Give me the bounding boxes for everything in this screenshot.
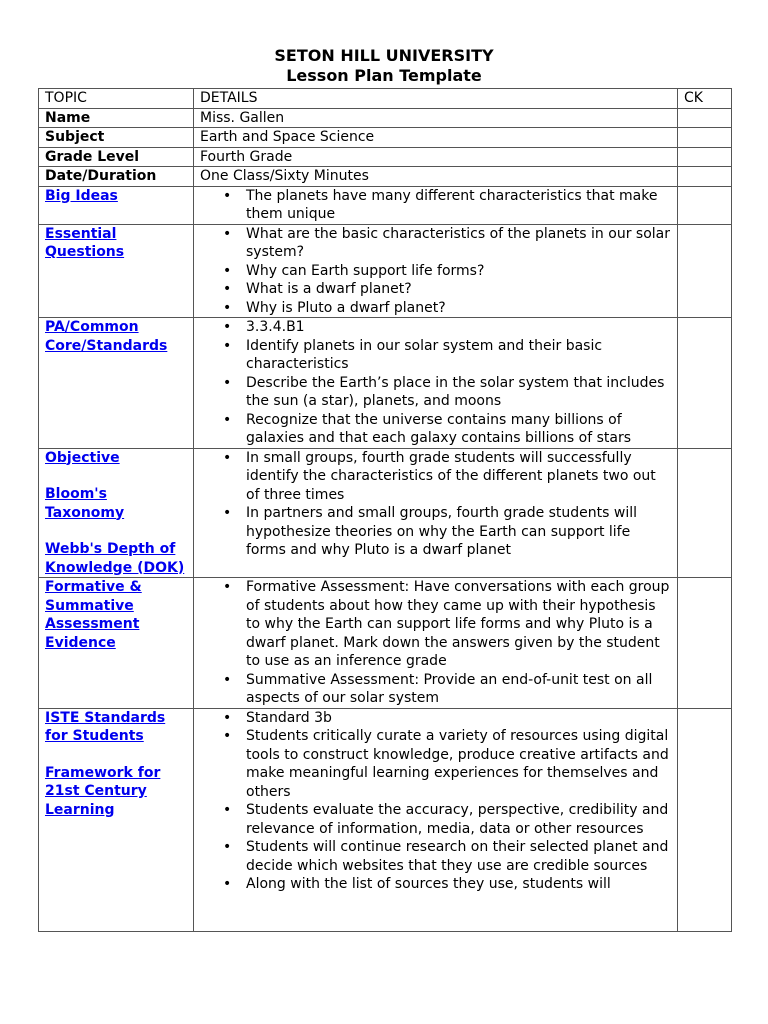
ck-cell <box>678 224 732 318</box>
ck-cell <box>678 128 732 148</box>
university-name: SETON HILL UNIVERSITY <box>274 46 494 65</box>
essential-questions-list <box>200 225 671 318</box>
assessment-list <box>200 578 671 708</box>
row-big-ideas <box>39 186 732 224</box>
list-item: • Students evaluate the accuracy, perspective, credibility and relevance of information, media, data or other resources <box>246 801 671 838</box>
ck-cell <box>678 708 732 931</box>
row-name <box>39 108 732 128</box>
lesson-plan-table <box>38 88 732 932</box>
list-item: • Describe the Earth’s place in the solar system that includes the sun (a star), planets, and moons <box>246 374 671 411</box>
big-ideas-link[interactable]: Big Ideas <box>45 187 118 204</box>
list-item: • Identify planets in our solar system and their basic characteristics <box>246 337 671 374</box>
value-grade-level: Fourth Grade <box>194 147 678 167</box>
assessment-link[interactable]: Formative & Summative Assessment Evidence <box>45 579 142 651</box>
iste-standards-link[interactable]: ISTE Standards for Students <box>45 709 166 744</box>
list-item: • In small groups, fourth grade students will successfully identify the characteristics of the different planets two out of three times <box>246 449 671 505</box>
big-ideas-list <box>200 187 671 224</box>
ck-cell <box>678 186 732 224</box>
header-row <box>39 89 732 109</box>
value-date-duration: One Class/Sixty Minutes <box>194 167 678 187</box>
ck-cell <box>678 108 732 128</box>
framework-21st-century-link[interactable]: Framework for 21st Century Learning <box>45 764 161 818</box>
column-header-ck: CK <box>678 89 732 109</box>
row-subject <box>39 128 732 148</box>
list-item: • 3.3.4.B1 <box>246 318 671 337</box>
label-date-duration: Date/Duration <box>39 167 194 187</box>
blooms-taxonomy-link[interactable]: Bloom's Taxonomy <box>45 486 125 521</box>
row-standards <box>39 318 732 449</box>
essential-questions-link[interactable]: Essential Questions <box>45 225 125 260</box>
list-item: • Why is Pluto a dwarf planet? <box>246 299 671 318</box>
standards-list <box>200 318 671 448</box>
ck-cell <box>678 318 732 449</box>
ck-cell <box>678 147 732 167</box>
list-item: • The planets have many different characteristics that make them unique <box>246 187 671 224</box>
value-subject: Earth and Space Science <box>194 128 678 148</box>
value-name: Miss. Gallen <box>194 108 678 128</box>
list-item: • Students critically curate a variety of resources using digital tools to construct knowledge, produce creative artifacts and make meaningful learning experiences for themselves and others <box>246 727 671 801</box>
template-name: Lesson Plan Template <box>286 66 482 85</box>
row-assessment <box>39 578 732 709</box>
list-item: • Standard 3b <box>246 709 671 728</box>
list-item: • Why can Earth support life forms? <box>246 262 671 281</box>
row-essential-questions <box>39 224 732 318</box>
row-grade-level <box>39 147 732 167</box>
standards-link[interactable]: PA/Common Core/Standards <box>45 319 168 354</box>
list-item: • What is a dwarf planet? <box>246 280 671 299</box>
webbs-dok-link[interactable]: Webb's Depth of Knowledge (DOK) <box>45 541 185 576</box>
ck-cell <box>678 167 732 187</box>
list-item: • Along with the list of sources they use, students will <box>246 875 671 894</box>
row-iste <box>39 708 732 931</box>
list-item: • Summative Assessment: Provide an end-of-unit test on all aspects of our solar system <box>246 671 671 708</box>
objective-link[interactable]: Objective <box>45 449 120 466</box>
iste-list <box>200 709 671 894</box>
label-subject: Subject <box>39 128 194 148</box>
label-name: Name <box>39 108 194 128</box>
document-title <box>0 46 768 86</box>
label-grade-level: Grade Level <box>39 147 194 167</box>
list-item: • Recognize that the universe contains many billions of galaxies and that each galaxy contains billions of stars <box>246 411 671 448</box>
ck-cell <box>678 448 732 578</box>
list-item: • Students will continue research on their selected planet and decide which websites that they use are credible sources <box>246 838 671 875</box>
iste-clip <box>200 709 671 931</box>
ck-cell <box>678 578 732 709</box>
list-item: • In partners and small groups, fourth grade students will hypothesize theories on why the Earth can support life forms and why Pluto is a dwarf planet <box>246 504 671 560</box>
column-header-details: DETAILS <box>194 89 678 109</box>
objective-list <box>200 449 671 560</box>
row-date-duration <box>39 167 732 187</box>
list-item: • Formative Assessment: Have conversations with each group of students about how they came up with their hypothesis to why the Earth can support life forms and why Pluto is a dwarf planet. Mark down the answers given by the student to use as an inference grade <box>246 578 671 671</box>
row-objective <box>39 448 732 578</box>
list-item: • What are the basic characteristics of the planets in our solar system? <box>246 225 671 262</box>
column-header-topic: TOPIC <box>39 89 194 109</box>
